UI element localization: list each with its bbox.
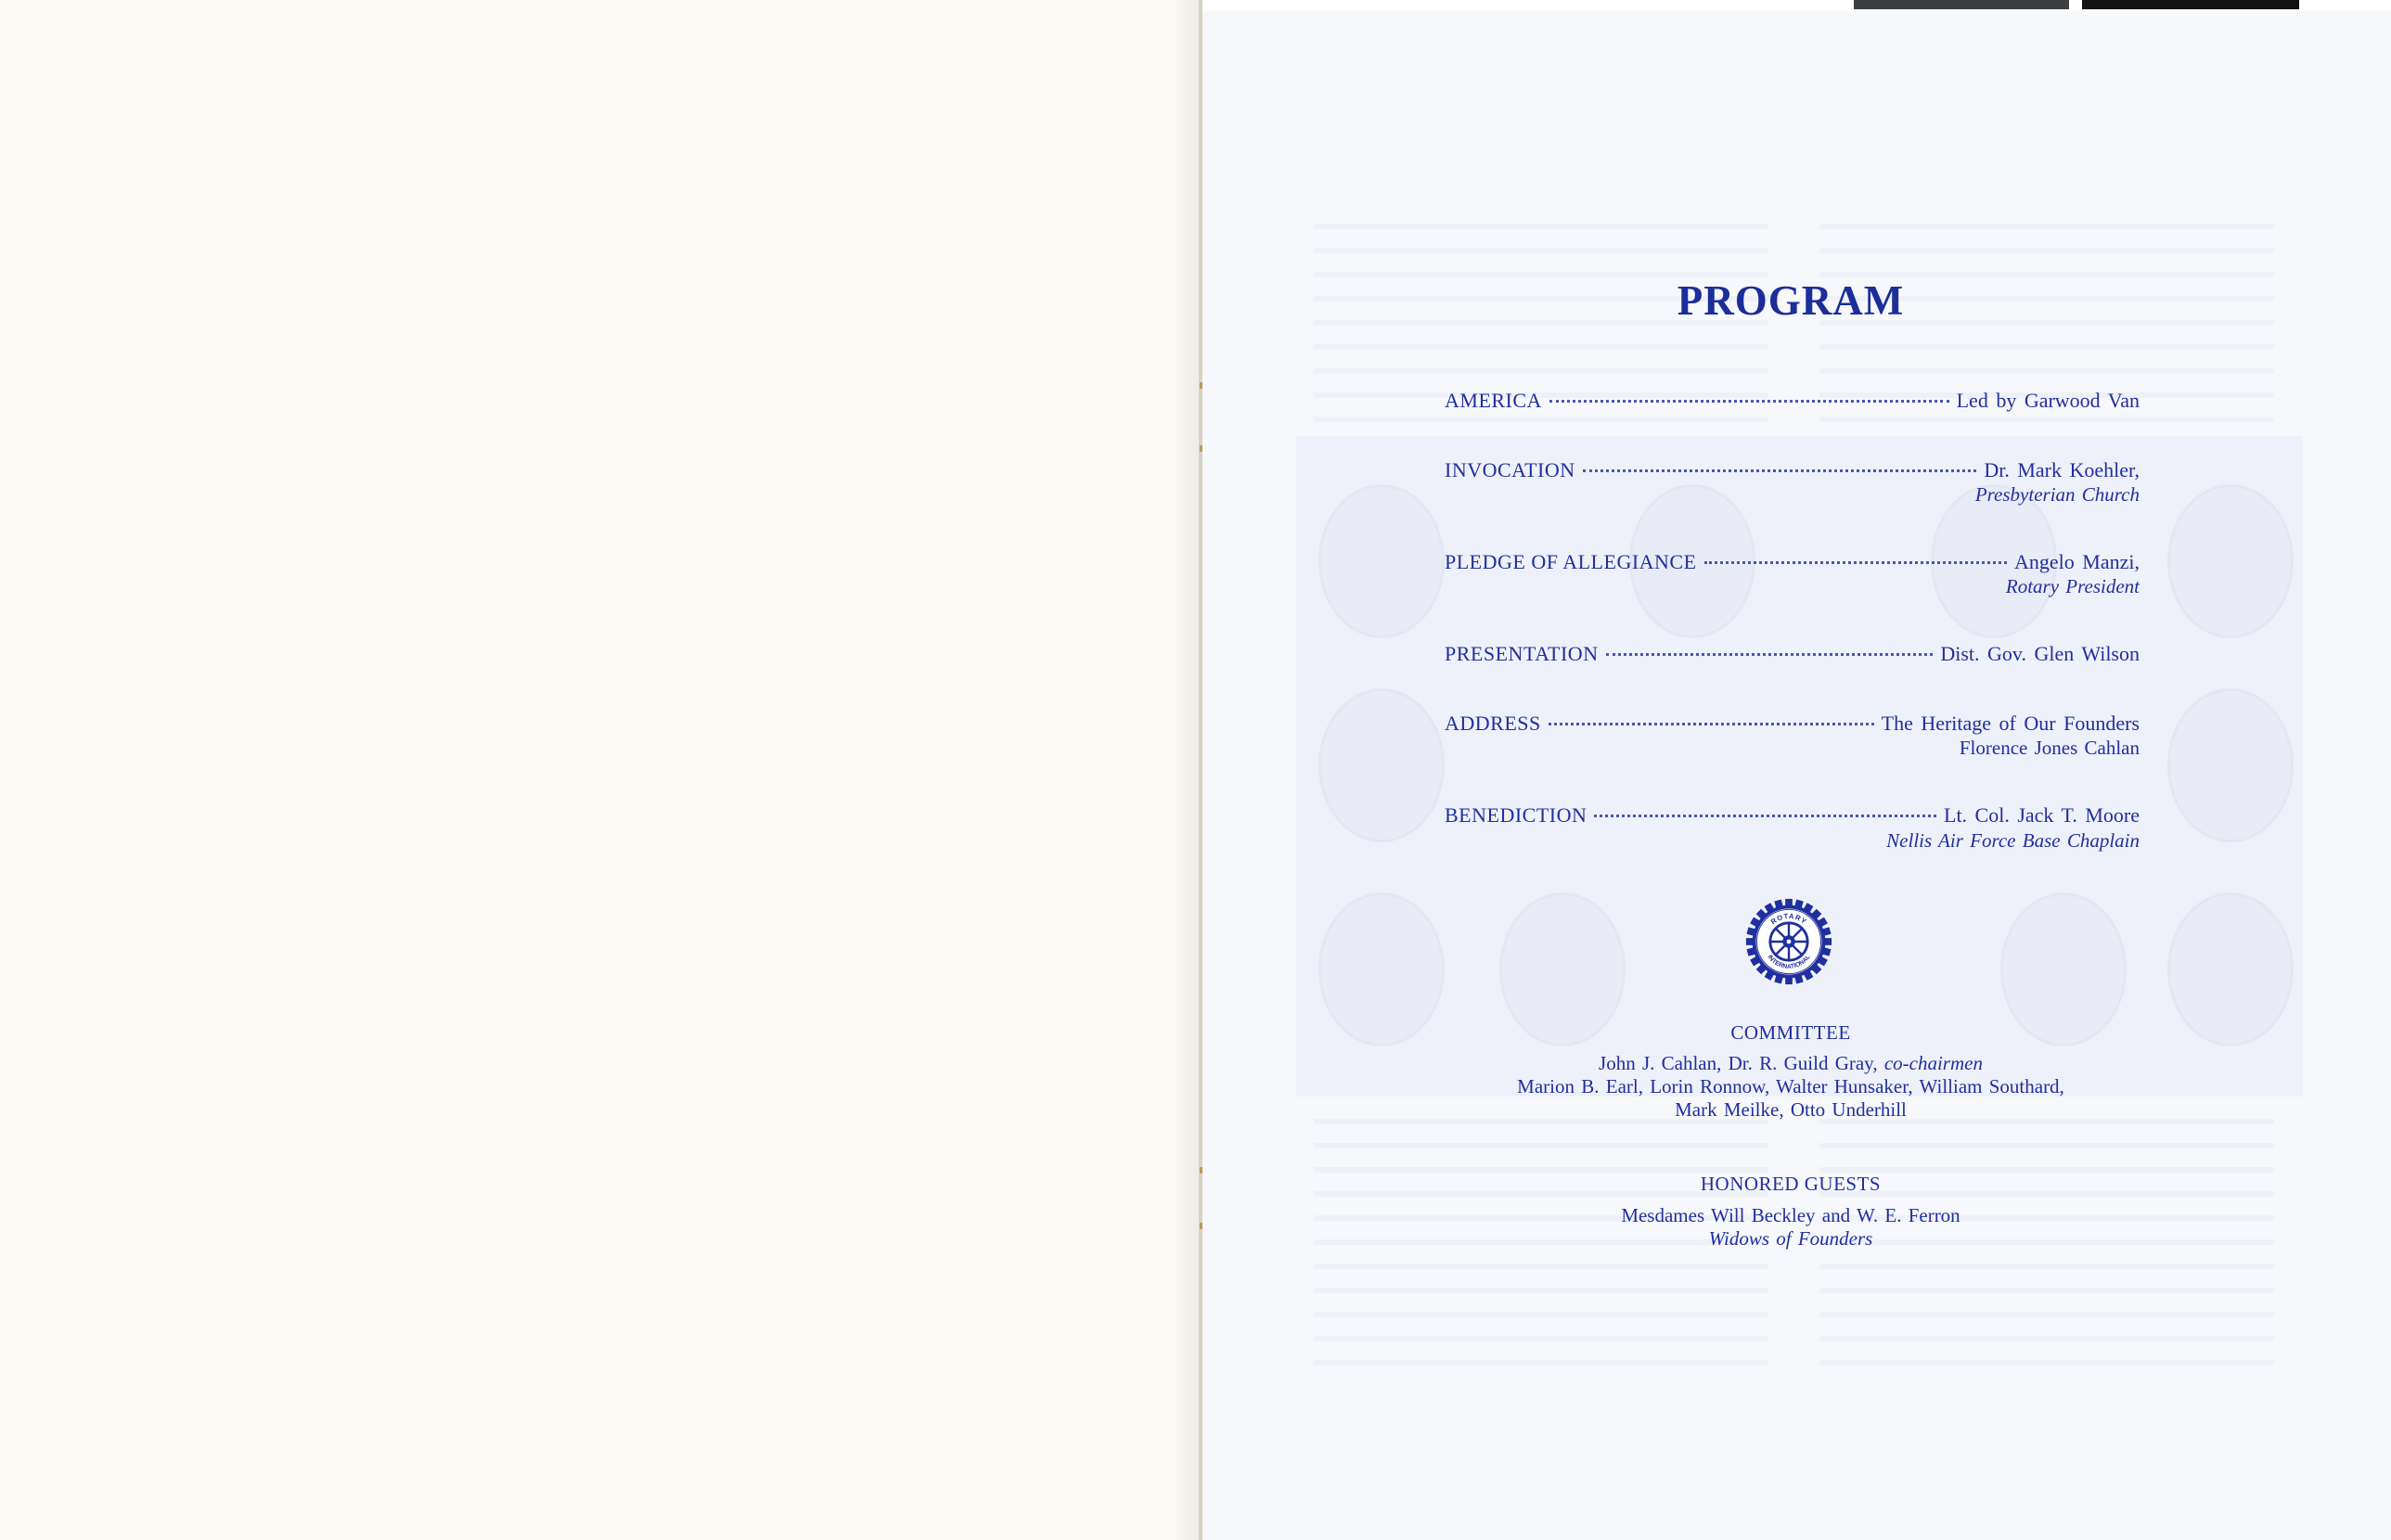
- show-through-portrait: [1318, 892, 1445, 1046]
- program-item-subtitle: Rotary President: [2005, 575, 2140, 597]
- dot-leader: [1606, 653, 1934, 656]
- show-through-photo-panel: [1296, 436, 2303, 1097]
- program-item-pledge: [1445, 550, 2140, 574]
- show-through-portrait: [1318, 688, 1445, 842]
- show-through-portrait: [2167, 688, 2294, 842]
- emblem-top-text: ROTARY: [1768, 911, 1809, 927]
- program-item-value: Dist. Gov. Glen Wilson: [1940, 642, 2140, 665]
- committee-line-2: Marion B. Earl, Lorin Ronnow, Walter Hunsaker, William Southard,: [1517, 1075, 2064, 1097]
- program-item-subtitle: Nellis Air Force Base Chaplain: [1886, 829, 2140, 852]
- program-item-benediction: [1445, 803, 2140, 828]
- scan-edge-strip: [1854, 0, 2069, 9]
- program-item-value: Angelo Manzi,: [2014, 550, 2140, 573]
- program-item-subtitle: Presbyterian Church: [1974, 483, 2140, 506]
- right-program-page: [1202, 11, 2391, 1540]
- honored-guests-heading: HONORED GUESTS: [1700, 1173, 1882, 1195]
- program-item-value: Dr. Mark Koehler,: [1984, 458, 2140, 481]
- dot-leader: [1549, 723, 1874, 725]
- program-item-label: ADDRESS: [1445, 712, 1541, 735]
- program-item-invocation: [1445, 458, 2140, 482]
- committee-line-1: [1447, 1052, 2134, 1075]
- honored-guests-section: [1447, 1173, 2134, 1251]
- program-item-subtitle: Florence Jones Cahlan: [1959, 737, 2140, 759]
- dot-leader: [1583, 469, 1977, 472]
- program-item-value: The Heritage of Our Founders: [1881, 712, 2140, 735]
- dot-leader: [1704, 561, 2007, 564]
- show-through-portrait: [2167, 892, 2294, 1046]
- program-item-value: Led by Garwood Van: [1956, 389, 2140, 412]
- program-item-label: INVOCATION: [1445, 458, 1575, 481]
- committee-heading: COMMITTEE: [1730, 1021, 1851, 1044]
- program-item-value: Lt. Col. Jack T. Moore: [1944, 803, 2140, 827]
- rotary-wheel-emblem-icon: [1744, 897, 1833, 986]
- program-item-presentation: [1445, 642, 2140, 666]
- honored-guests-line-2: Widows of Founders: [1708, 1227, 1873, 1250]
- committee-section: [1447, 1021, 2134, 1122]
- program-item-label: AMERICA: [1445, 389, 1542, 412]
- show-through-portrait: [2167, 484, 2294, 638]
- dot-leader: [1549, 400, 1949, 403]
- committee-chair-role: co-chairmen: [1883, 1052, 1983, 1074]
- program-item-label: BENEDICTION: [1445, 803, 1588, 827]
- program-item-address: [1445, 712, 2140, 736]
- program-title: PROGRAM: [1677, 277, 1905, 324]
- program-item-america: [1445, 389, 2140, 413]
- committee-line-3: Mark Meilke, Otto Underhill: [1675, 1098, 1907, 1121]
- show-through-portrait: [1318, 484, 1445, 638]
- committee-chair-names: John J. Cahlan, Dr. R. Guild Gray,: [1599, 1052, 1878, 1074]
- emblem-bottom-text: INTERNATIONAL: [1766, 954, 1812, 970]
- dot-leader: [1594, 815, 1936, 817]
- program-item-label: PLEDGE OF ALLEGIANCE: [1445, 550, 1697, 573]
- honored-guests-line-1: Mesdames Will Beckley and W. E. Ferron: [1621, 1204, 1960, 1226]
- program-item-label: PRESENTATION: [1445, 642, 1599, 665]
- scan-edge-strip: [2082, 0, 2299, 9]
